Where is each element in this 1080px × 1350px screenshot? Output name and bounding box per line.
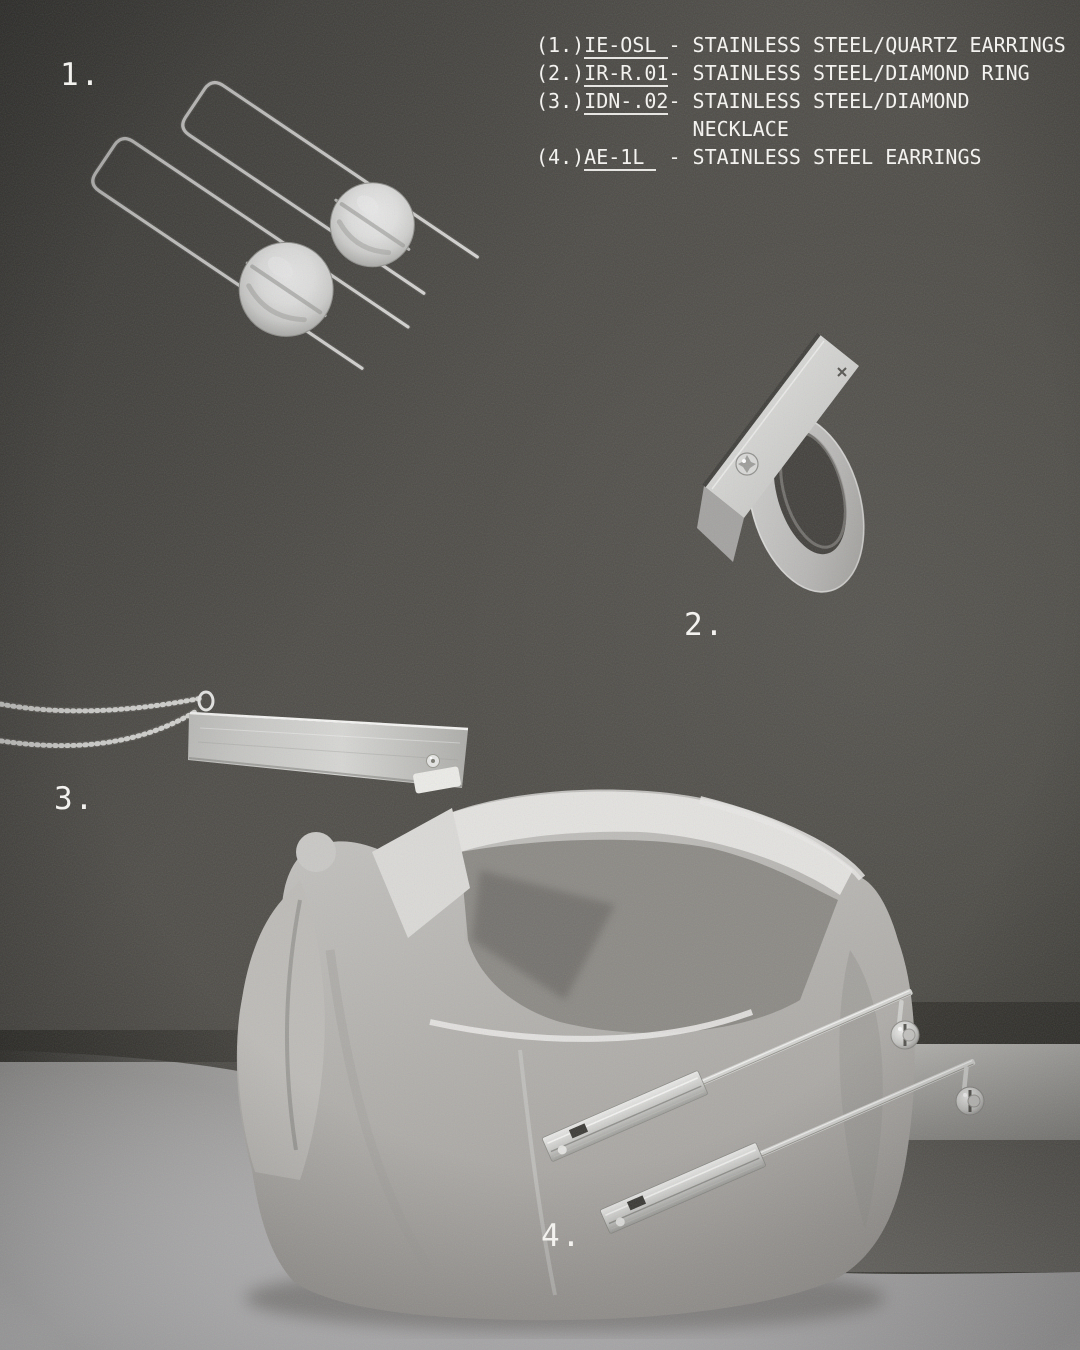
product-marker-3: 3. [54, 781, 96, 817]
legend-number: (3.) [536, 89, 585, 113]
product-description: - STAINLESS STEEL EARRINGS [656, 145, 982, 169]
legend-line-2 [536, 59, 1066, 87]
product-description: - STAINLESS STEEL/QUARTZ EARRINGS [668, 33, 1066, 57]
product-marker-2: 2. [684, 607, 726, 643]
legend-line-5 [536, 143, 1066, 171]
legend-number: (4.) [536, 145, 585, 169]
product-description: - STAINLESS STEEL/DIAMOND RING [668, 61, 1030, 85]
product-marker-4: 4. [541, 1218, 583, 1254]
product-legend [536, 31, 1066, 171]
legend-line-3 [536, 87, 1066, 115]
product-code: IE-OSL [584, 33, 669, 57]
legend-line-1 [536, 31, 1066, 59]
product-description: - STAINLESS STEEL/DIAMOND [668, 89, 970, 113]
legend-number: (1.) [536, 33, 585, 57]
product-marker-1: 1. [60, 57, 102, 93]
legend-line-4 [536, 115, 1066, 143]
product-code: IDN-.02 [584, 89, 669, 113]
product-description: NECKLACE [536, 117, 789, 141]
product-code: AE-1L [584, 145, 657, 169]
legend-number: (2.) [536, 61, 585, 85]
product-code: IR-R.01 [584, 61, 669, 85]
